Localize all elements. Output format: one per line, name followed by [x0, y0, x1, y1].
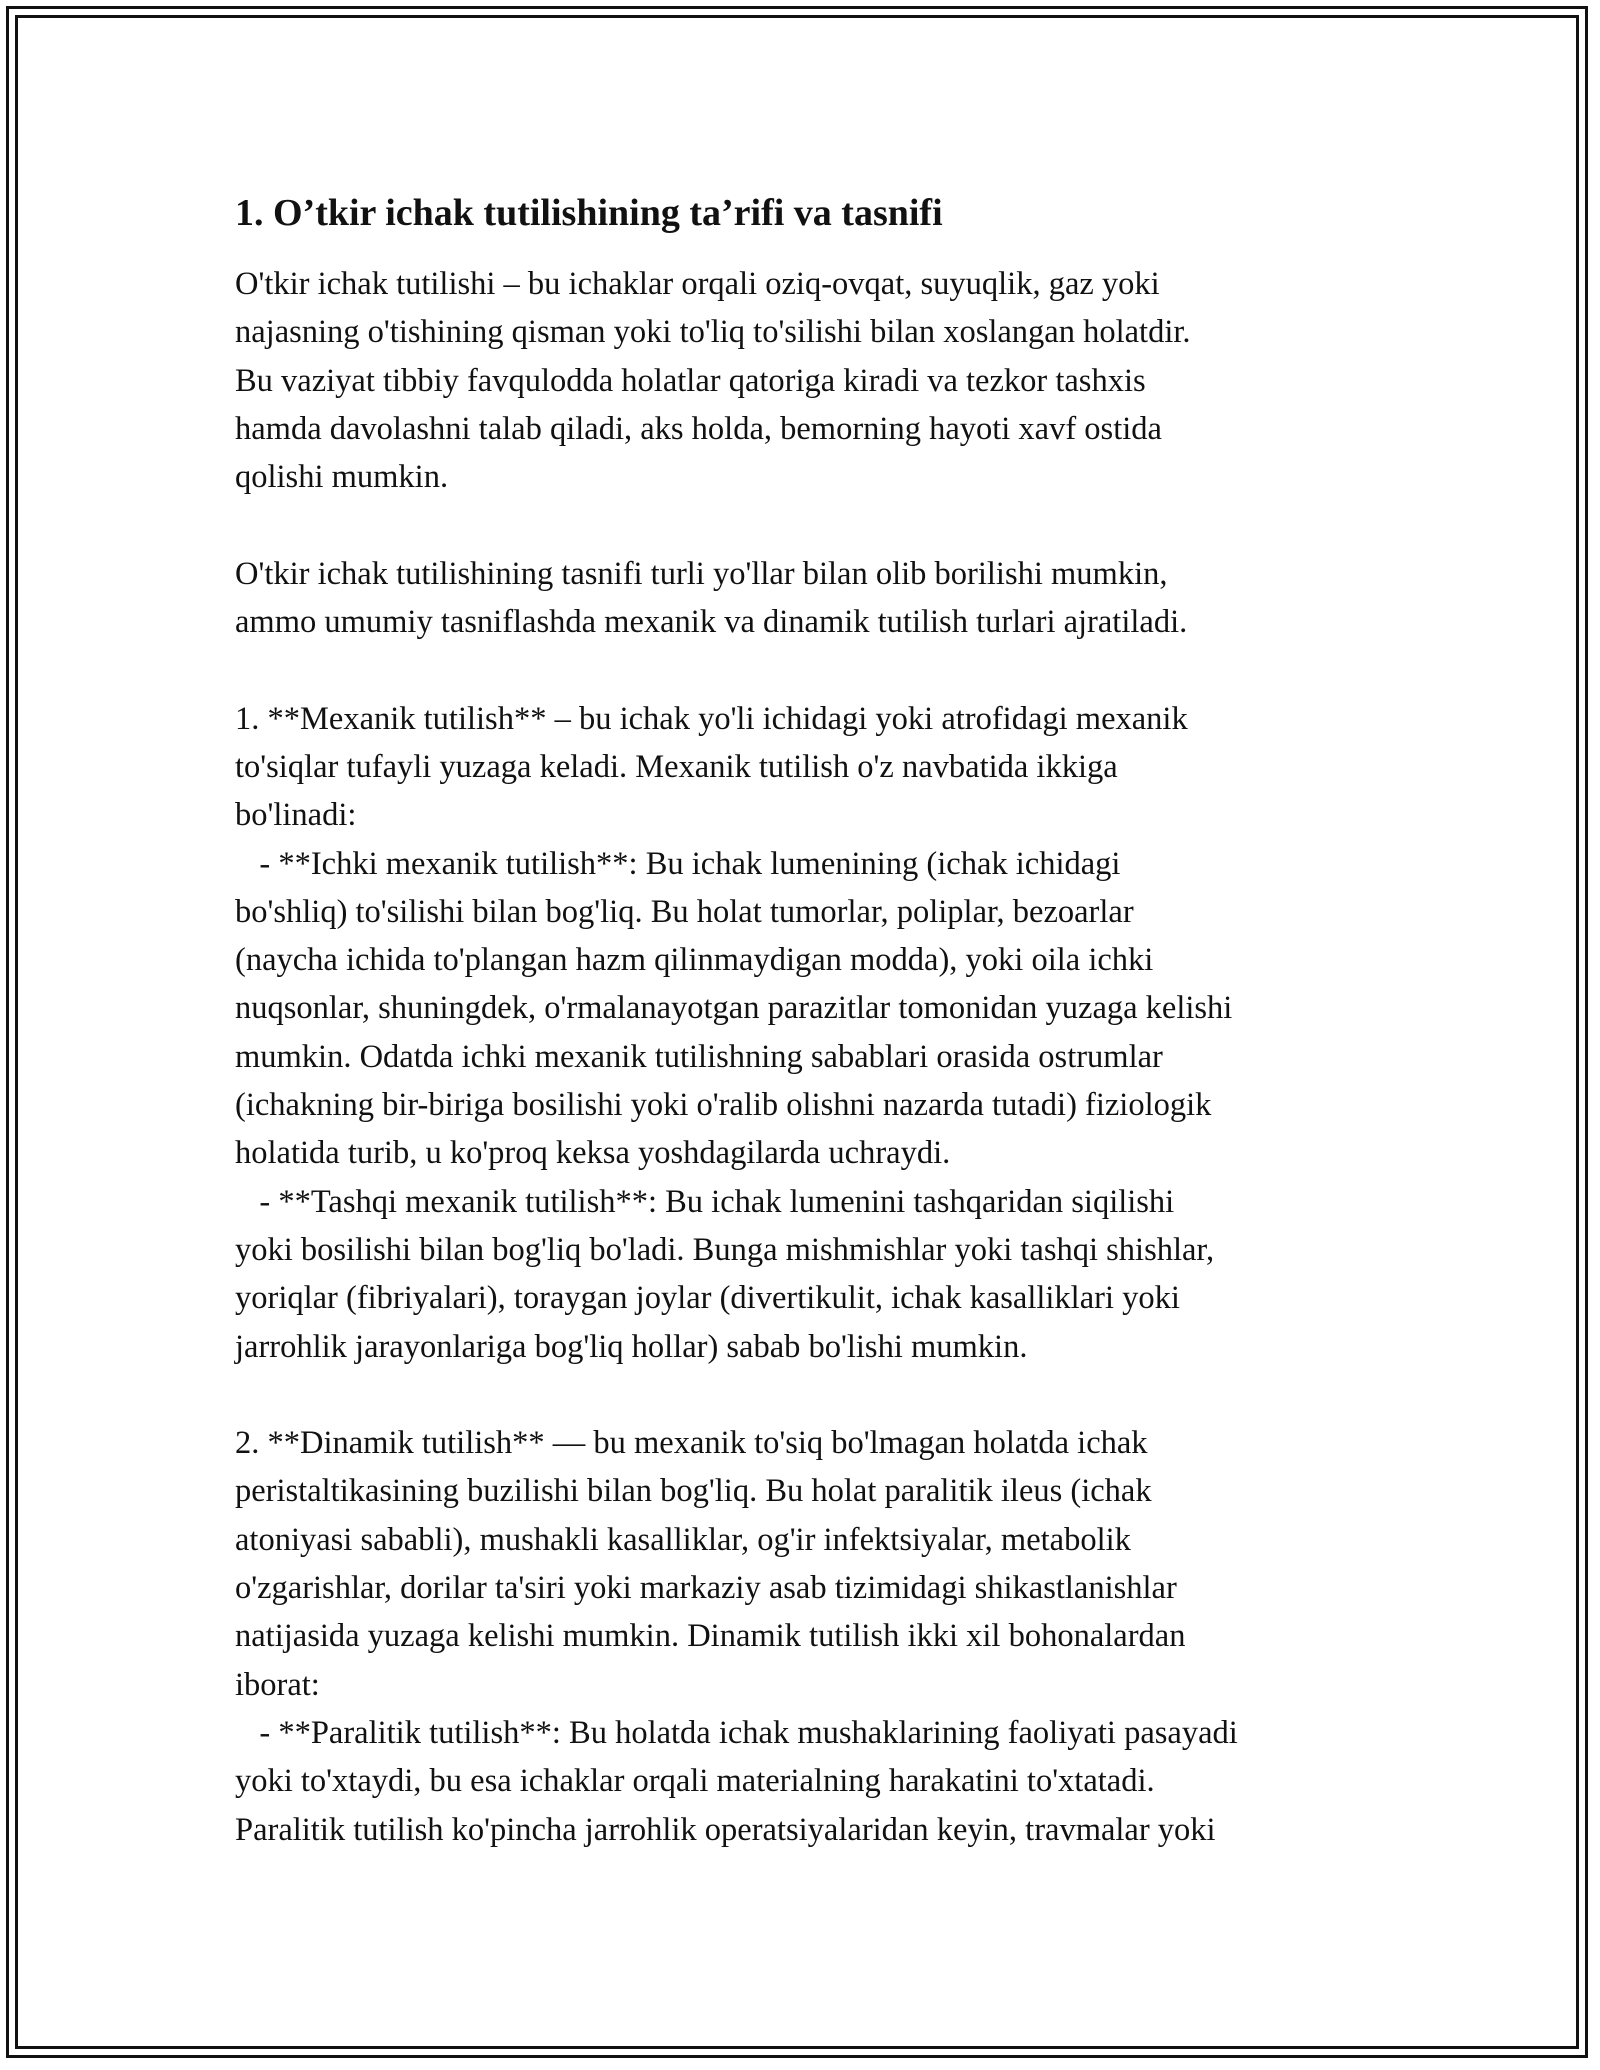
document-body: O'tkir ichak tutilishi – bu ichaklar orqali oziq-ovqat, suyuqlik, gaz yoki najasning o'tishining qisman yoki to'liq to'silishi bilan xoslangan holatdir. Bu vaziyat tibbiy favqulodda holatlar qatoriga kiradi va tezkor tashxis hamda davolashni talab qiladi, aks holda, bemorning hayoti xavf ostida qolishi mumkin. O'tkir ichak tutilishining tasnifi turli yo'llar bilan olib borilishi mumkin, ammo umumiy tasniflashda mexanik va dinamik tutilish turlari ajratiladi. 1. **Mexanik tutilish** – bu ichak yo'li ichidagi yoki atrofidagi mexanik to'siqlar tufayli yuzaga keladi. Mexanik tutilish o'z navbatida ikkiga bo'linadi: - **Ichki mexanik tutilish**: Bu ichak lumenining (ichak ichidagi bo'shliq) to'silishi bilan bog'liq. Bu holat tumorlar, poliplar, bezoarlar (naycha ichida to'plangan hazm qilinmaydigan modda), yoki oila ichki nuqsonlar, shuningdek, o'rmalanayotgan parazitlar tomonidan yuzaga kelishi mumkin. Odatda ichki mexanik tutilishning sabablari orasida ostrumlar (ichakning bir-biriga bosilishi yoki o'ralib olishni nazarda tutadi) fiziologik holatida turib, u ko'proq keksa yoshdagilarda uchraydi. - **Tashqi mexanik tutilish**: Bu ichak lumenini tashqaridan siqilishi yoki bosilishi bilan bog'liq bo'ladi. Bunga mishmishlar yoki tashqi shishlar, yoriqlar (fibriyalari), toraygan joylar (divertikulit, ichak kasalliklari yoki jarrohlik jarayonlariga bog'liq hollar) sabab bo'lishi mumkin. 2. **Dinamik tutilish** — bu mexanik to'siq bo'lmagan holatda ichak peristaltikasining buzilishi bilan bog'liq. Bu holat paralitik ileus (ichak atoniyasi sababli), mushakli kasalliklar, og'ir infektsiyalar, metabolik o'zgarishlar, dorilar ta'siri yoki markaziy asab tizimidagi shikastlanishlar natijasida yuzaga kelishi mumkin. Dinamik tutilish ikki xil bohonalardan iborat: - **Paralitik tutilish**: Bu holatda ichak mushaklarining faoliyati pasayadi yoki to'xtaydi, bu esa ichaklar orqali materialning harakatini to'xtatadi. Paralitik tutilish ko'pincha jarrohlik operatsiyalaridan keyin, travmalar yoki [235, 266, 1238, 1848]
document-title: 1. O’tkir ichak tutilishining ta’rifi va tasnifi [235, 192, 943, 234]
document-page [235, 188, 1385, 1854]
